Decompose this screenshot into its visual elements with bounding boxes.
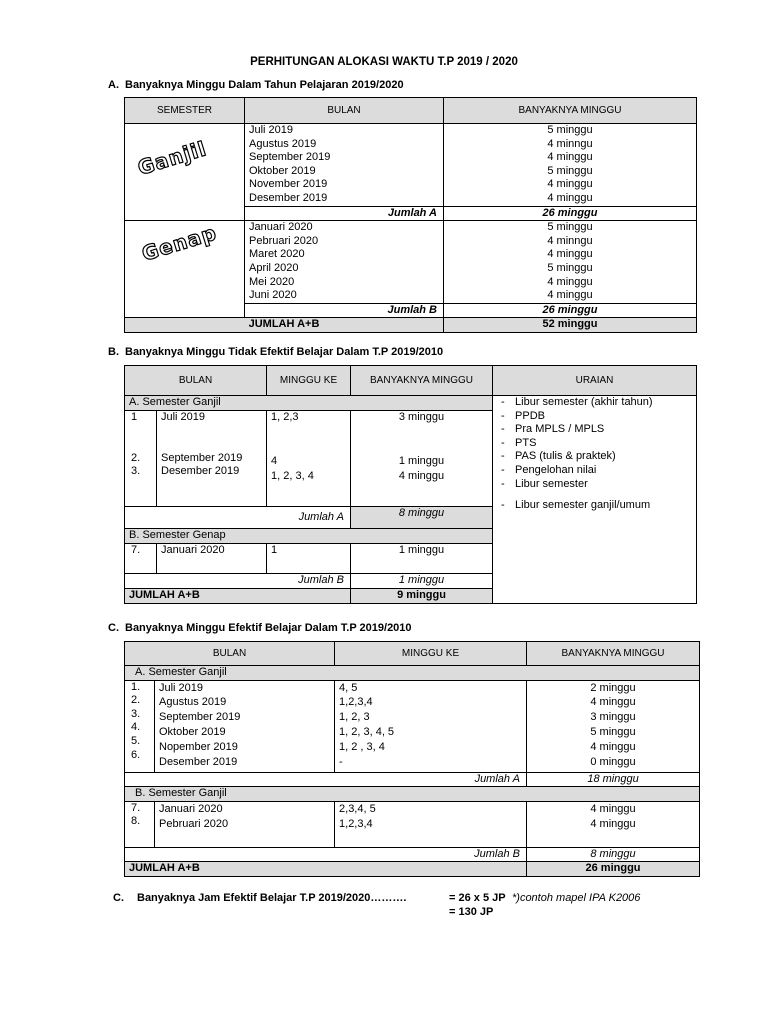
list-item: 5 minggu [590,725,636,738]
list-item: Nopember 2019 [159,740,238,753]
list-item: 5 minggu [547,261,593,274]
table-b [124,365,697,604]
list-item: - PPDB [497,410,692,424]
list-item: April 2020 [249,261,299,274]
section-d-marker: C. [113,892,124,904]
genap-months-cell [155,801,335,847]
total-value: 9 minggu [351,589,493,604]
semester-ganjil-label: A. Semester Ganjil [125,666,700,681]
genap-month: Januari 2020 [157,544,267,574]
list-item: 1, 2, 3 [339,711,370,724]
list-item: - Libur semester ganjil/umum [497,499,692,513]
semester-ganjil-cell [125,124,245,221]
section-c-heading: Banyaknya Minggu Efektif Belajar Dalam T.P 2019/2010 [125,622,412,634]
section-c-marker: C. [108,622,119,634]
list-item: 4 minggu [547,275,593,288]
list-item: 0 minggu [590,755,636,768]
genap-nums-cell [125,801,155,847]
semester-genap-label: B. Semester Genap [125,529,493,544]
genap-minggu-ke: 1 [267,544,351,574]
semester-ganjil-label: A. Semester Ganjil [125,396,493,411]
header-minggu-ke: MINGGU KE [267,366,351,396]
jumlah-a-label: Jumlah A [245,206,444,221]
table-c [124,641,700,877]
list-item: Juli 2019 [161,411,206,423]
list-item: September 2019 [159,711,241,724]
header-banyaknya-minggu: BANYAKNYA MINGGU [527,642,700,666]
list-item: 1, 2, 3, 4 [271,470,314,483]
section-d-result: = 130 JP [449,906,494,918]
list-item: Januari 2020 [249,221,313,234]
list-item: Desember 2019 [161,465,240,478]
list-item: 1, 2,3 [271,411,299,423]
list-item: Juni 2020 [249,289,297,302]
ganjil-stamp: Ganjil [134,136,210,180]
list-item: 7. [131,801,141,814]
list-item: Oktober 2019 [159,725,226,738]
list-item: 4 minggu [590,817,636,830]
section-a-marker: A. [108,79,119,91]
jumlah-b-label: Jumlah B [245,303,444,318]
total-label: JUMLAH A+B [125,862,527,877]
list-item: 4 minggu [547,248,593,261]
genap-banyak: 1 minggu [351,544,493,574]
header-semester: SEMESTER [125,98,245,124]
uraian-cell [493,396,697,604]
list-item: September 2019 [249,151,331,164]
list-item: Juli 2019 [249,124,294,136]
list-item: 4, 5 [339,681,358,694]
list-item: November 2019 [249,178,328,191]
list-item: 4 minngu [547,137,593,150]
list-item: 2. [131,451,141,464]
jumlah-b-label: Jumlah B [125,847,527,862]
ganjil-weeks-cell [444,124,697,207]
list-item: - Libur semester (akhir tahun) [497,396,692,410]
total-label: JUMLAH A+B [125,318,444,333]
list-item: - Libur semester [497,478,692,492]
semester-genap-cell [125,221,245,318]
list-item: Januari 2020 [159,802,223,815]
list-item: 4 minggu [547,289,593,302]
jumlah-b-value: 8 minggu [527,847,700,862]
total-label: JUMLAH A+B [125,589,351,604]
jumlah-a-label: Jumlah A [125,772,527,787]
list-item: 4 minngu [547,234,593,247]
list-item: Juli 2019 [159,681,204,694]
list-item: Mei 2020 [249,275,295,288]
list-item: 4 minggu [398,470,445,483]
list-item: 1,2,3,4 [339,696,373,709]
header-uraian: URAIAN [493,366,697,396]
genap-num: 7. [125,544,157,574]
list-item: 8. [131,815,141,828]
list-item: 2 minggu [590,681,636,694]
jumlah-a-value: 18 minggu [527,772,700,787]
list-item: Desember 2019 [249,191,328,204]
jumlah-b-value: 26 minggu [444,303,697,318]
section-a-heading: Banyaknya Minggu Dalam Tahun Pelajaran 2019/2020 [125,79,404,91]
list-item: 1, 2 , 3, 4 [339,740,385,753]
list-item: 4 [271,454,278,467]
list-item: - [339,755,343,768]
list-item: September 2019 [161,451,243,464]
total-value: 52 minggu [444,318,697,333]
header-banyaknya-minggu: BANYAKNYA MINGGU [351,366,493,396]
jumlah-a-label: Jumlah A [125,507,351,529]
uraian-list [497,396,692,513]
list-item: Pebruari 2020 [159,817,229,830]
total-value: 26 minggu [527,862,700,877]
genap-weeks-cell [444,221,697,304]
list-item: - PAS (tulis & praktek) [497,450,692,464]
list-item: 2. [131,694,141,707]
list-item: Oktober 2019 [249,164,316,177]
section-d-note: *)contoh mapel IPA K2006 [512,892,641,904]
list-item: 4 minggu [547,151,593,164]
section-b-heading: Banyaknya Minggu Tidak Efektif Belajar Dalam T.P 2019/2010 [125,346,444,358]
list-item: - Pengelohan nilai [497,464,692,478]
header-bulan: BULAN [125,366,267,396]
list-item: 3 minggu [398,411,445,423]
list-item: 3 minggu [590,711,636,724]
list-item: 4. [131,721,141,734]
section-d-label: Banyaknya Jam Efektif Belajar T.P 2019/2020………. [137,892,407,904]
genap-banyak-cell [527,801,700,847]
list-item: 4 minggu [547,178,593,191]
list-item: - Pra MPLS / MPLS [497,423,692,437]
list-item: 1. [131,680,141,693]
jumlah-a-value: 8 minggu [351,507,493,529]
list-item: 1,2,3,4 [339,817,373,830]
list-item: 5. [131,734,141,747]
ganjil-banyak-cell [527,680,700,772]
list-item: 6. [131,748,141,761]
ganjil-nums-cell [125,411,157,507]
list-item: 1 minggu [398,454,445,467]
ganjil-banyak-cell [351,411,493,507]
ganjil-nums-cell [125,680,155,772]
genap-stamp: Genap [138,220,220,266]
list-item: 5 minggu [547,221,593,234]
list-item: 3. [131,465,141,478]
genap-months-cell [245,221,444,304]
section-b-marker: B. [108,346,119,358]
list-item: 4 minggu [590,740,636,753]
header-minggu-ke: MINGGU KE [335,642,527,666]
ganjil-minggu-ke-cell [335,680,527,772]
list-item: Pebruari 2020 [249,234,319,247]
list-item: 2,3,4, 5 [339,802,376,815]
list-item: Maret 2020 [249,248,305,261]
jumlah-a-value: 26 minggu [444,206,697,221]
list-item: 5 minggu [547,164,593,177]
document-title: PERHITUNGAN ALOKASI WAKTU T.P 2019 / 2020 [250,56,518,68]
header-banyaknya-minggu: BANYAKNYA MINGGU [444,98,697,124]
list-item: Desember 2019 [159,755,238,768]
header-bulan: BULAN [245,98,444,124]
section-d-formula: = 26 x 5 JP [449,892,506,904]
list-item: 4 minggu [590,802,636,815]
list-item: - PTS [497,437,692,451]
ganjil-months-cell [157,411,267,507]
ganjil-months-cell [245,124,444,207]
ganjil-minggu-ke-cell [267,411,351,507]
list-item: 4 minggu [590,696,636,709]
list-item: Agustus 2019 [159,696,227,709]
header-bulan: BULAN [125,642,335,666]
jumlah-b-label: Jumlah B [125,574,351,589]
list-item: 1 [131,411,138,423]
list-item: 3. [131,707,141,720]
genap-minggu-ke-cell [335,801,527,847]
table-a [124,97,697,333]
semester-genap-label: B. Semester Ganjil [125,787,700,802]
list-item: 5 minggu [547,124,593,136]
ganjil-months-cell [155,680,335,772]
list-item: 4 minggu [547,191,593,204]
list-item: Agustus 2019 [249,137,317,150]
jumlah-b-value: 1 minggu [351,574,493,589]
list-item: 1, 2, 3, 4, 5 [339,725,395,738]
